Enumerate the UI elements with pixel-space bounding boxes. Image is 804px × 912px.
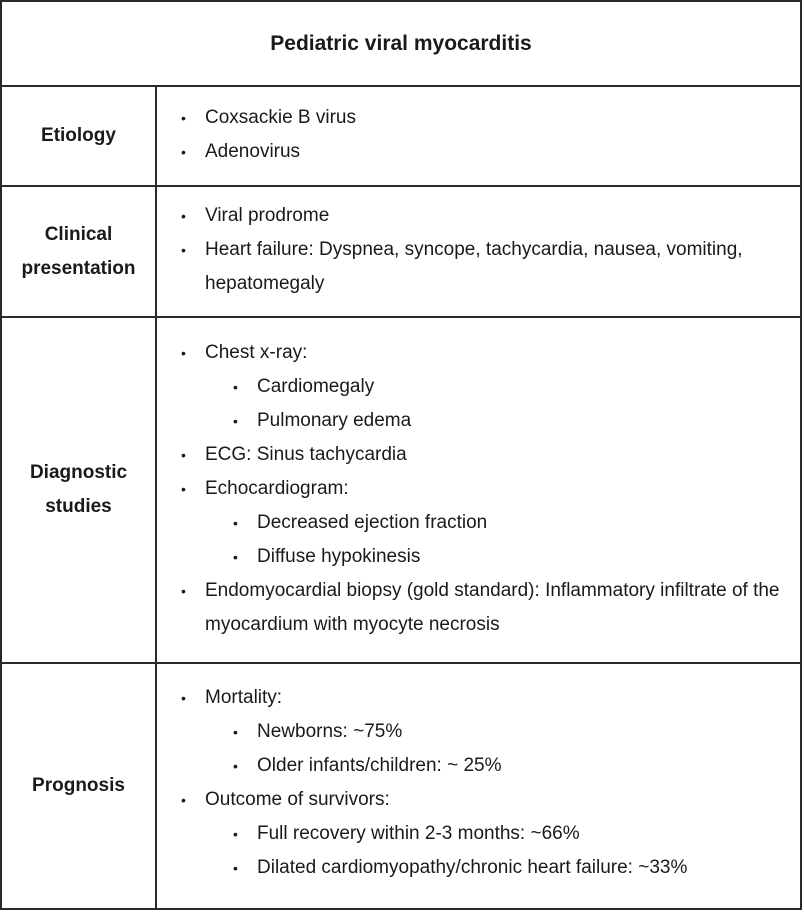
sub-list-item: • Older infants/children: ~ 25% <box>177 749 788 783</box>
table-title: Pediatric viral myocarditis <box>2 2 800 87</box>
row-label-clinical-presentation <box>2 187 157 316</box>
row-label-diagnostic-studies <box>2 318 157 662</box>
sub-list-item: • Dilated cardiomyopathy/chronic heart failure: ~33% <box>177 851 788 885</box>
row-content-etiology <box>177 101 788 169</box>
row-label-prognosis <box>2 664 157 908</box>
row-label-etiology <box>2 87 157 185</box>
sub-list-item: • Diffuse hypokinesis <box>177 540 788 574</box>
list-item: • ECG: Sinus tachycardia <box>177 438 788 472</box>
sub-list-item: • Decreased ejection fraction <box>177 506 788 540</box>
list-item: • Heart failure: Dyspnea, syncope, tachycardia, nausea, vomiting, hepatomegaly <box>177 233 750 301</box>
list-item: • Outcome of survivors: <box>177 783 788 817</box>
list-item: • Echocardiogram: <box>177 472 788 506</box>
row-label-text: Etiology <box>41 125 116 146</box>
row-etiology <box>2 87 800 187</box>
list-item: • Endomyocardial biopsy (gold standard): Inflammatory infiltrate of the myocardium with myocyte necrosis <box>177 574 788 642</box>
list-item: • Viral prodrome <box>177 199 750 233</box>
list-item: • Adenovirus <box>177 135 788 169</box>
list-item: • Chest x-ray: <box>177 336 788 370</box>
list-item: • Coxsackie B virus <box>177 101 788 135</box>
sub-list-item: • Cardiomegaly <box>177 370 788 404</box>
row-content-diagnostic-studies <box>177 336 788 642</box>
row-label-text: Prognosis <box>32 775 125 796</box>
row-diagnostic-studies <box>2 318 800 664</box>
row-content-clinical-presentation <box>177 199 750 301</box>
list-item: • Mortality: <box>177 681 788 715</box>
row-prognosis <box>2 664 800 908</box>
sub-list-item: • Full recovery within 2-3 months: ~66% <box>177 817 788 851</box>
sub-list-item: • Pulmonary edema <box>177 404 788 438</box>
row-label-text: Clinical presentation <box>21 223 136 279</box>
row-content-prognosis <box>177 681 788 885</box>
sub-list-item: • Newborns: ~75% <box>177 715 788 749</box>
row-clinical-presentation <box>2 187 800 318</box>
row-label-text: Diagnostic studies <box>29 462 128 517</box>
